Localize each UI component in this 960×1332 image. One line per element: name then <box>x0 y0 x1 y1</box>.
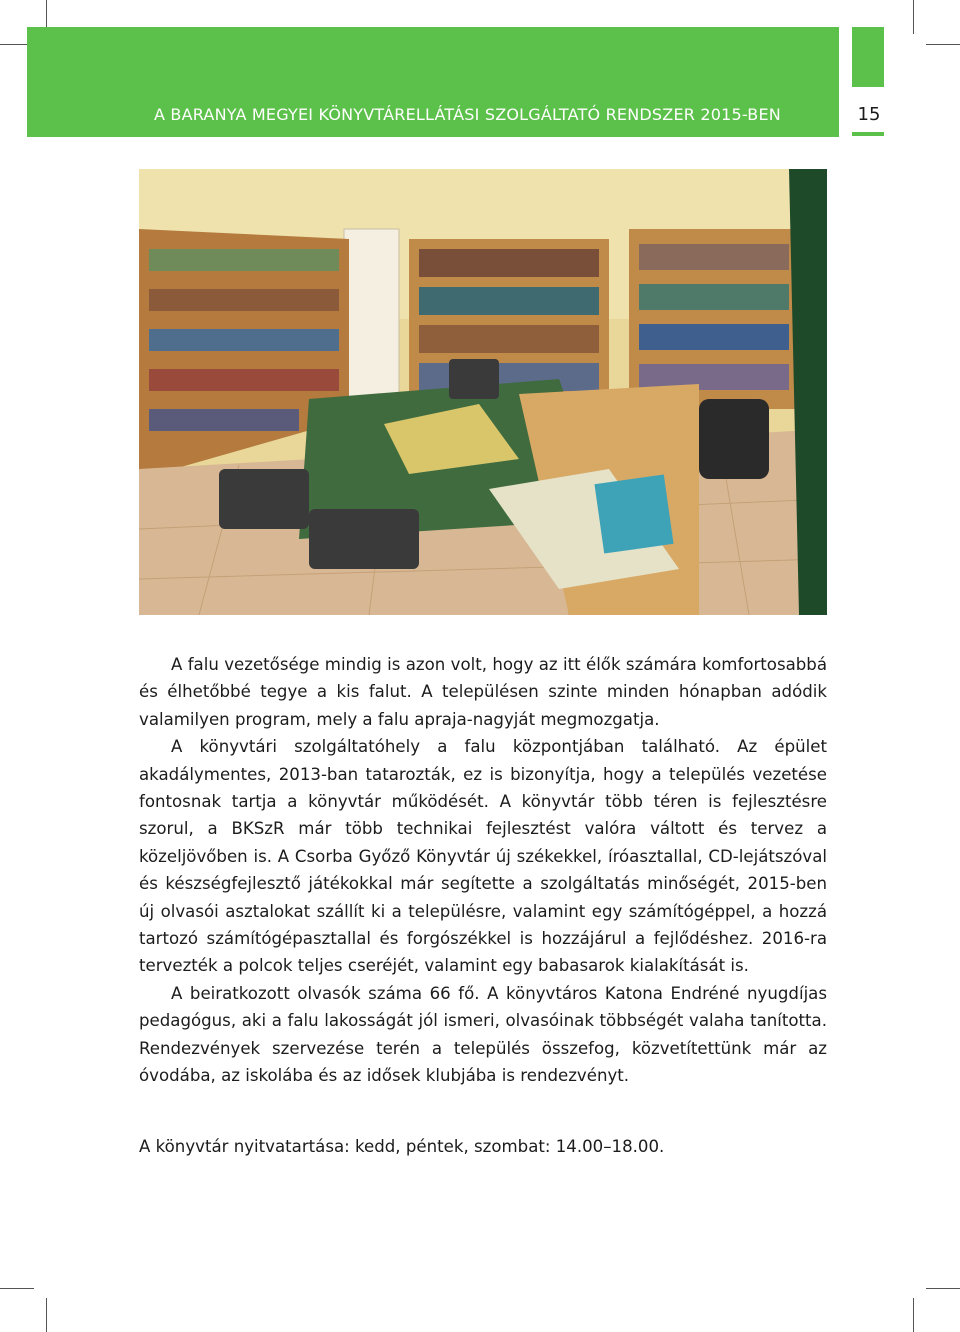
paragraph: A könyvtári szolgáltatóhely a falu központjában található. Az épület akadálymentes, 2013-ban tatarozták, ez is bizonyítja, hogy a település vezetése fontosnak tartja a könyvtár működését. A könyvtár több téren is fejlesztésre szorul, a BKSzR már több technikai fejlesztést valóra váltott és tervez a közeljövőben is. A Csorba Győző Könyvtár új székekkel, íróasztallal, CD-lejátszóval és készségfejlesztő játékokkal már segítette a szolgáltatás minőségét, 2015-ben új olvasói asztalokat szállít ki a településre, valamint egy számítógéppel, a hozzá tartozó számítógépasztallal és forgószékkel is hozzájárul a fejlődéshez. 2016-ra tervezték a polcok teljes cseréjét, valamint egy babasarok kialakítását is. <box>139 737 827 976</box>
crop-mark <box>913 1298 914 1332</box>
paragraph: A beiratkozott olvasók száma 66 fő. A könyvtáros Katona Endréné nyugdíjas pedagógus, aki a falu lakosságát jól ismeri, olvasóinak többségét valaha tanította. Rendezvények szervezése terén a település összefog, közvetítettünk már az óvodába, az iskolába és az idősek klubjába is rendezvényt. <box>139 983 827 1086</box>
library-reading-room-photo <box>139 169 827 615</box>
page-number-rule <box>852 132 884 136</box>
photo-illustration <box>139 169 827 615</box>
running-header-title: A BARANYA MEGYEI KÖNYVTÁRELLÁTÁSI SZOLGÁLTATÓ RENDSZER 2015-BEN <box>154 105 781 124</box>
crop-mark <box>913 0 914 34</box>
page-number: 15 <box>857 104 881 125</box>
article-body <box>139 651 827 1090</box>
page-number-tab <box>852 27 884 87</box>
opening-hours: A könyvtár nyitvatartása: kedd, péntek, szombat: 14.00–18.00. <box>139 1137 665 1156</box>
crop-mark <box>0 1288 34 1289</box>
paragraph: A falu vezetősége mindig is azon volt, hogy az itt élők számára komfortosabbá és élhetőbbé tegye a kis falut. A településen szinte minden hónapban adódik valamilyen program, mely a falu apraja-nagyját megmozgatja. <box>139 655 827 729</box>
crop-mark <box>926 44 960 45</box>
crop-mark <box>926 1288 960 1289</box>
crop-mark <box>46 1298 47 1332</box>
